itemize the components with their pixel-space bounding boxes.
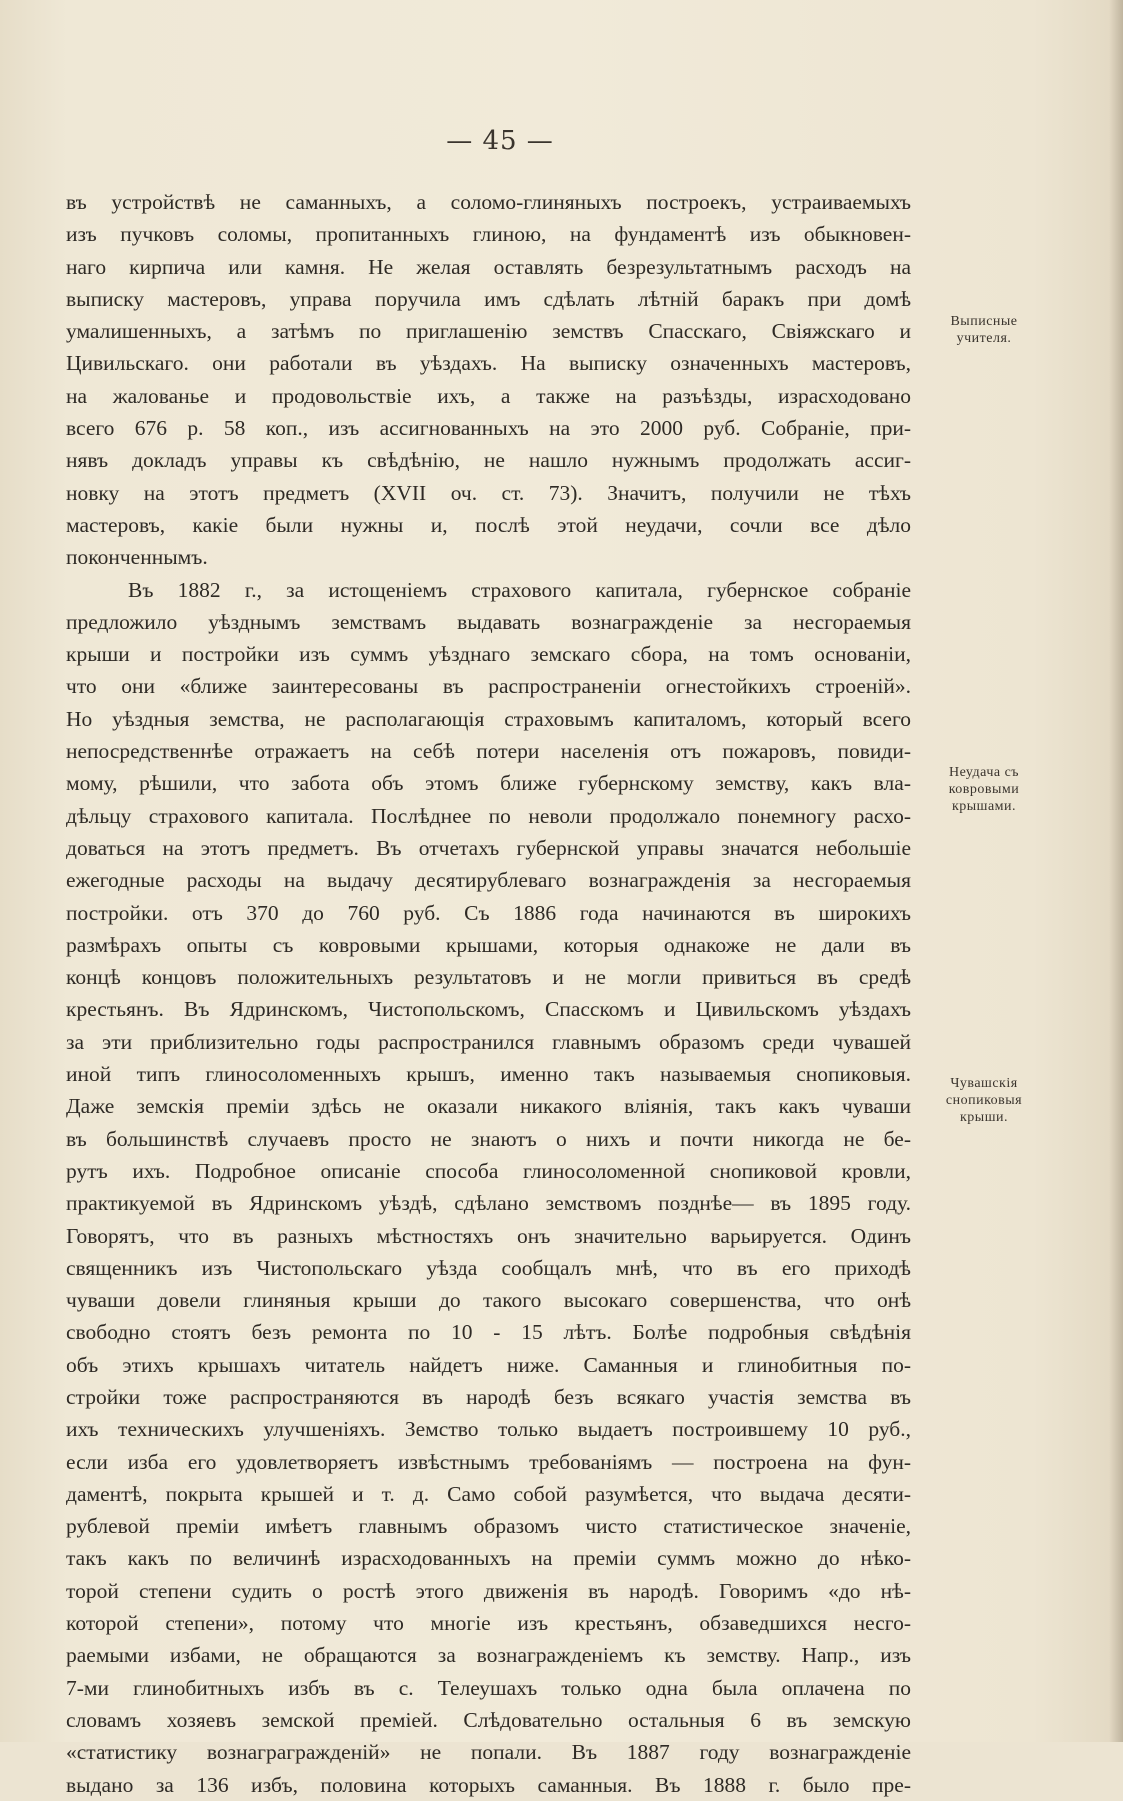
text-line: что они «ближе заинтересованы въ распространеніи огнестойкихъ строеній».	[66, 674, 911, 699]
margin-note: Чувашскія снопиковыя крыши.	[945, 1076, 1023, 1125]
text-line: новку на этотъ предметъ (XVII оч. ст. 73). Значитъ, получили не тѣхъ	[66, 480, 911, 505]
text-line: наго кирпича или камня. Не желая оставлять безрезультатнымъ расходъ на	[66, 254, 911, 279]
main-text-column	[66, 186, 911, 1801]
margin-note: Неудача съ ковровыми крышами.	[948, 765, 1020, 814]
text-line: свободно стоятъ безъ ремонта по 10 - 15 лѣтъ. Болѣе подробныя свѣдѣнія	[66, 1320, 911, 1345]
text-line: такъ какъ по величинѣ израсходованныхъ на преміи суммъ можно до нѣко-	[66, 1546, 911, 1571]
text-line: ежегодные расходы на выдачу десятирублеваго вознагражденія за несгораемыя	[66, 868, 911, 893]
text-line: размѣрахъ опыты съ ковровыми крышами, которыя однакоже не дали въ	[66, 932, 911, 957]
text-line: выдано за 136 избъ, половина которыхъ саманныя. Въ 1888 г. было пре-	[66, 1772, 911, 1797]
text-line: иной типъ глиносоломенныхъ крышъ, именно такъ называемыя снопиковыя.	[66, 1062, 911, 1087]
text-line: мастеровъ, какіе были нужны и, послѣ этой неудачи, сочли все дѣло	[66, 512, 911, 537]
text-line: за эти приблизительно годы распространился главнымъ образомъ среди чувашей	[66, 1029, 911, 1054]
margin-note: Выписные учителя.	[950, 314, 1018, 346]
text-line: даментѣ, покрыта крышей и т. д. Само собой разумѣется, что выдача десяти-	[66, 1481, 911, 1506]
text-line: концѣ концовъ положительныхъ результатовъ и не могли привиться въ средѣ	[66, 965, 911, 990]
text-line: Въ 1882 г., за истощеніемъ страхового капитала, губернское собраніе	[128, 577, 911, 602]
text-line: практикуемой въ Ядринскомъ уѣздѣ, сдѣлано земствомъ позднѣе— въ 1895 году.	[66, 1191, 911, 1216]
text-line: «статистику вознаграгражденій» не попали. Въ 1887 году вознагражденіе	[66, 1740, 911, 1765]
page-number: — 45 —	[446, 126, 554, 156]
text-line: которой степени», потому что многіе изъ крестьянъ, обзаведшихся несго-	[66, 1611, 911, 1636]
text-line: мому, рѣшили, что забота объ этомъ ближе губернскому земству, какъ вла-	[66, 771, 911, 796]
text-line: постройки. отъ 370 до 760 руб. Съ 1886 года начинаются въ широкихъ	[66, 900, 911, 925]
text-line: дѣльцу страхового капитала. Послѣднее по неволи продолжало понемногу расхо-	[66, 803, 911, 828]
text-line: Говорятъ, что въ разныхъ мѣстностяхъ онъ значительно варьируется. Одинъ	[66, 1223, 911, 1248]
text-line: на жалованье и продовольствіе ихъ, а также на разъѣзды, израсходовано	[66, 383, 911, 408]
text-line: раемыми избами, не обращаются за вознагражденіемъ къ земству. Напр., изъ	[66, 1643, 911, 1668]
text-line: изъ пучковъ соломы, пропитанныхъ глиною, на фундаментѣ изъ обыкновен-	[66, 222, 911, 247]
text-line: рублевой преміи имѣетъ главнымъ образомъ чисто статистическое значеніе,	[66, 1514, 911, 1539]
text-line: рутъ ихъ. Подробное описаніе способа глиносоломенной снопиковой кровли,	[66, 1158, 911, 1183]
text-line: крестьянъ. Въ Ядринскомъ, Чистопольскомъ, Спасскомъ и Цивильскомъ уѣздахъ	[66, 997, 911, 1022]
text-line: всего 676 р. 58 коп., изъ ассигнованныхъ на это 2000 руб. Собраніе, при-	[66, 416, 911, 441]
text-line: нявъ докладъ управы къ свѣдѣнію, не нашло нужнымъ продолжать ассиг-	[66, 448, 911, 473]
text-line: торой степени судить о ростѣ этого движенія въ народѣ. Говоримъ «до нѣ-	[66, 1578, 911, 1603]
text-line: умалишенныхъ, а затѣмъ по приглашенію земствъ Спасскаго, Свіяжскаго и	[66, 319, 911, 344]
text-line: доваться на этотъ предметъ. Въ отчетахъ губернской управы значатся небольшіе	[66, 835, 911, 860]
text-line: въ устройствѣ не саманныхъ, а соломо-глиняныхъ построекъ, устраиваемыхъ	[66, 190, 911, 214]
text-line: непосредственнѣе отражаетъ на себѣ потери населенія отъ пожаровъ, повиди-	[66, 739, 911, 764]
text-line: стройки тоже распространяются въ народѣ безъ всякаго участія земства въ	[66, 1384, 911, 1409]
text-line: 7-ми глинобитныхъ избъ въ с. Телеушахъ только одна была оплачена по	[66, 1675, 911, 1700]
text-line: ихъ техническихъ улучшеніяхъ. Земство только выдаетъ построившему 10 руб.,	[66, 1417, 911, 1442]
text-line: Но уѣздныя земства, не располагающія страховымъ капиталомъ, который всего	[66, 706, 911, 731]
page-edge-shadow	[1109, 0, 1123, 1742]
text-line: Цивильскаго. они работали въ уѣздахъ. На выписку означенныхъ мастеровъ,	[66, 351, 911, 376]
text-line: выписку мастеровъ, управа поручила имъ сдѣлать лѣтній баракъ при домѣ	[66, 286, 911, 311]
text-line: крыши и постройки изъ суммъ уѣзднаго земскаго сбора, на томъ основаніи,	[66, 642, 911, 667]
text-line: если изба его удовлетворяетъ извѣстнымъ требованіямъ — построена на фун-	[66, 1449, 911, 1474]
text-line: поконченнымъ.	[66, 545, 208, 570]
text-line: предложило уѣзднымъ земствамъ выдавать вознагражденіе за несгораемыя	[66, 609, 911, 634]
text-line: священникъ изъ Чистопольскаго уѣзда сообщалъ мнѣ, что въ его приходѣ	[66, 1255, 911, 1280]
text-line: объ этихъ крышахъ читатель найдетъ ниже. Саманныя и глинобитныя по-	[66, 1352, 911, 1377]
text-line: въ большинствѣ случаевъ просто не знаютъ о нихъ и почти никогда не бе-	[66, 1126, 911, 1151]
text-line: словамъ хозяевъ земской преміей. Слѣдовательно остальныя 6 въ земскую	[66, 1707, 911, 1732]
text-line: Даже земскія преміи здѣсь не оказали никакого вліянія, такъ какъ чуваши	[66, 1094, 911, 1119]
text-line: чуваши довели глиняныя крыши до такого высокаго совершенства, что онѣ	[66, 1288, 911, 1313]
